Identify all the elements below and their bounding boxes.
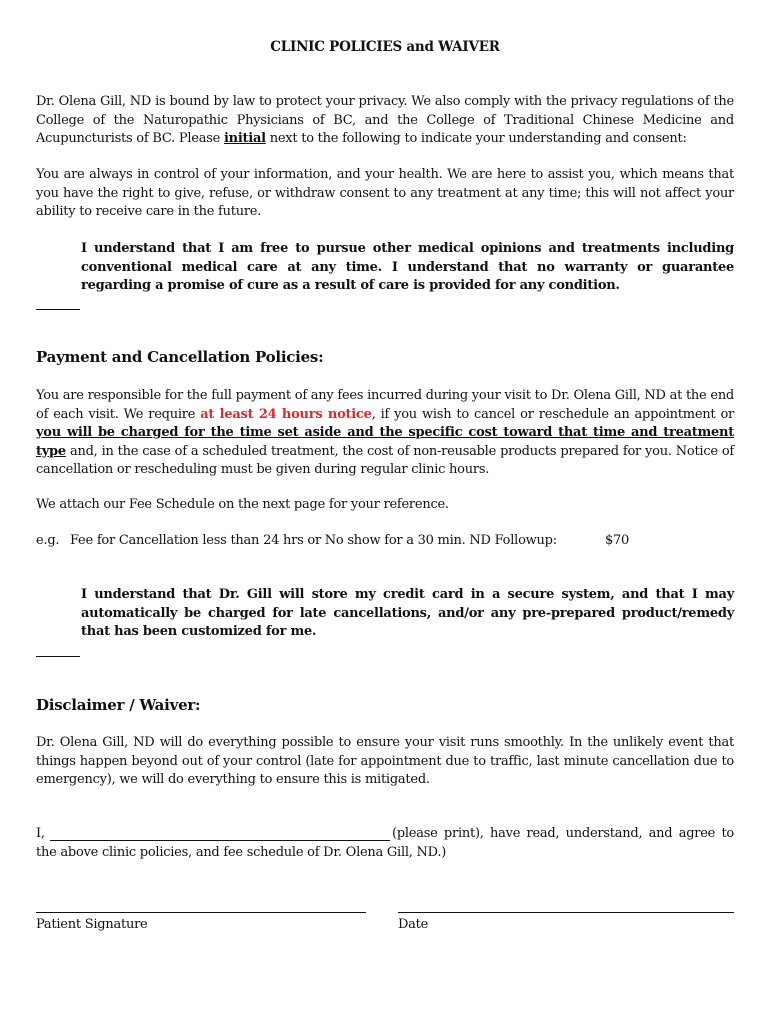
payment-text-a: You are responsible for the full payment of any fees incurred during your visit to Dr. Olena Gill, ND at the end of each visit. We require <box>36 388 735 422</box>
initial-emphasis: initial <box>223 131 266 146</box>
payment-text-c: and, in the case of a scheduled treatment, the cost of non-reusable products prepared for you. Notice of cancellation or rescheduling must be given during regular clinic hours. <box>36 443 734 477</box>
payment-section-heading: Payment and Cancellation Policies: <box>36 348 324 366</box>
date-line[interactable] <box>398 912 734 913</box>
date-label: Date <box>398 917 429 932</box>
consent-statement-credit-card: I understand that Dr. Gill will store my credit card in a secure system, and that I may automatically be charged for late cancellations, and/or any pre-prepared product/remedy that has been customized for me. <box>81 587 734 639</box>
consent-statement-medical-opinions: I understand that I am free to pursue other medical opinions and treatments including conventional medical care at any time. I understand that no warranty or guarantee regarding a promise of cure as a result of care is provided for any condition. <box>81 241 734 293</box>
privacy-intro-text-end: next to the following to indicate your understanding and consent: <box>265 131 687 146</box>
agreement-statement-continued: the above clinic policies, and fee schedule of Dr. Olena Gill, ND.) <box>36 845 447 860</box>
document-title: CLINIC POLICIES and WAIVER <box>270 39 500 55</box>
consent-control-paragraph: You are always in control of your information, and your health. We are here to assist you, which means that you have the right to give, refuse, or withdraw consent to any treatment at any time; this will not affect your ability to receive care in the future. <box>36 167 734 219</box>
patient-signature-line[interactable] <box>36 912 366 913</box>
agreement-prefix: I, <box>36 826 45 841</box>
agreement-statement: (please print), have read, understand, and agree to <box>392 826 734 841</box>
payment-text-b: , if you wish to cancel or reschedule an appointment or <box>371 406 735 422</box>
cancellation-fee-example: Fee for Cancellation less than 24 hrs or No show for a 30 min. ND Followup: <box>70 533 557 548</box>
patient-signature-label: Patient Signature <box>36 917 148 932</box>
fee-schedule-note: We attach our Fee Schedule on the next page for your reference. <box>36 497 449 512</box>
privacy-intro-paragraph <box>36 93 734 149</box>
cancellation-fee-amount: $70 <box>605 533 630 548</box>
disclaimer-section-heading: Disclaimer / Waiver: <box>36 696 201 714</box>
payment-policy-paragraph <box>36 387 734 480</box>
disclaimer-paragraph: Dr. Olena Gill, ND will do everything possible to ensure your visit runs smoothly. In the unlikely event that things happen beyond out of your control (late for appointment due to traffic, last minute cancellation due to emergency), we will do everything to ensure this is mitigated. <box>36 735 734 787</box>
privacy-intro-text: Dr. Olena Gill, ND is bound by law to protect your privacy. We also comply with the privacy regulations of the College of the Naturopathic Physicians of BC, and the College of Traditional Chinese Medicine and Acupuncturists of BC. Please <box>36 94 734 146</box>
charge-warning-emphasis: you will be charged for the time set aside and the specific cost toward that time and treatment type <box>36 425 734 459</box>
initial-blank-2[interactable] <box>36 656 80 657</box>
print-name-field[interactable] <box>50 840 390 841</box>
notice-requirement-highlight: at least 24 hours notice <box>200 406 372 422</box>
example-prefix: e.g. <box>36 533 60 548</box>
initial-blank-1[interactable] <box>36 309 80 310</box>
